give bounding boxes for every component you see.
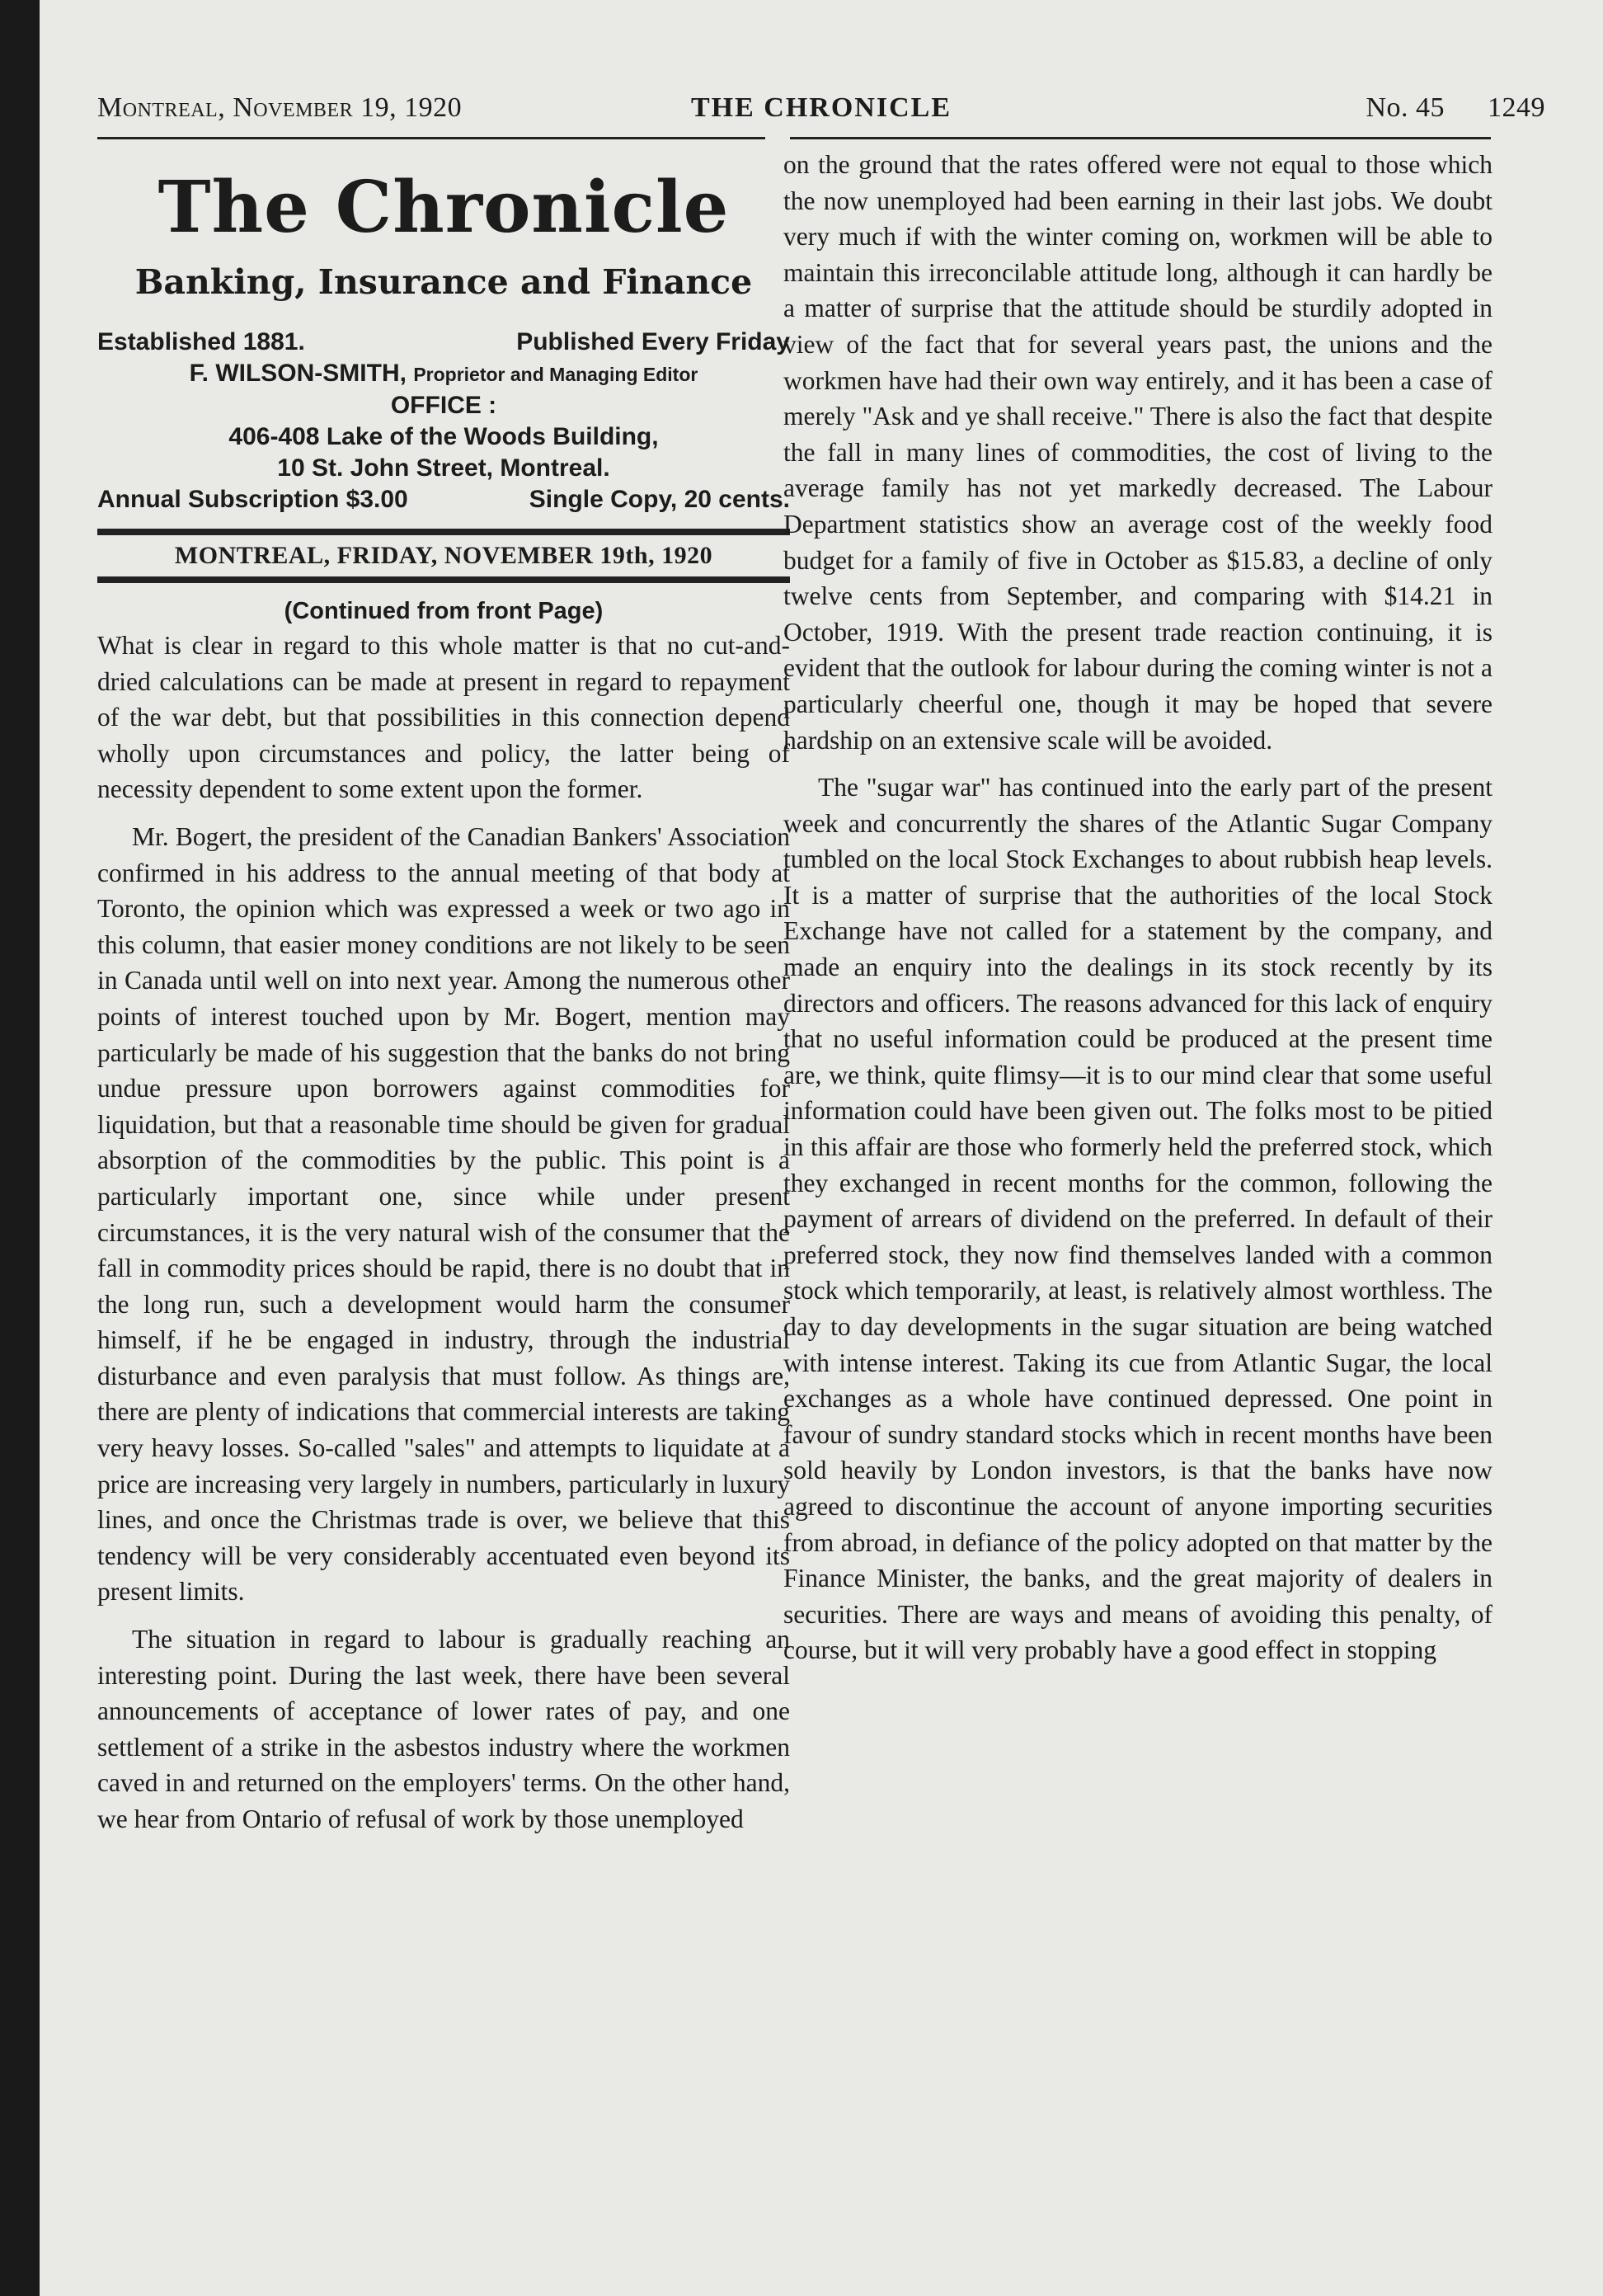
single-copy-price: Single Copy, 20 cents. xyxy=(529,486,790,513)
office-address-1: 406-408 Lake of the Woods Building, xyxy=(228,423,659,450)
proprietor-title: Proprietor and Managing Editor xyxy=(413,364,698,385)
masthead-title: The Chronicle xyxy=(157,166,730,249)
right-paragraph-2: The "sugar war" has continued into the early part of the present week and concurrently the shares of the Atlantic Sugar Company tumbled on the local Stock Exchanges to about rubbish heap levels. It is a matter of surprise that the authorities of the local Stock Exchange have not called for a statement by the company, and made an enquiry into the dealings in its stock recently by its directors and officers. The reasons advanced for this lack of enquiry that no useful information could be produced at the present time are, we think, quite flimsy—it is to our mind clear that some useful information could have been given out. The folks most to be pitied in this affair are those who formerly held the preferred stock, which they exchanged in recent months for the common, following the payment of arrears of dividend on the preferred. In default of their preferred stock, they now find themselves landed with a common stock which temporarily, at least, is relatively almost worthless. The day to day developments in the sugar situation are being watched with intense interest. Taking its cue from Atlantic Sugar, the local exchanges as a whole have continued depressed. One point in favour of sundry standard stocks which in recent months have been sold heavily by London investors, is that the banks have now agreed to discontinue the account of anyone importing securities from abroad, in defiance of the policy adopted on that matter by the Finance Minister, the banks, and the great majority of dealers in securities. There are ways and means of avoiding this penalty, of course, but it will very probably have a good effect in stopping xyxy=(783,773,1493,1665)
issue-number: No. 45 xyxy=(1366,92,1445,123)
header-rule-right xyxy=(790,137,1491,139)
publication-info xyxy=(97,327,790,515)
running-head-dateline: Montreal, November 19, 1920 xyxy=(97,92,463,123)
date-banner xyxy=(97,529,790,583)
subscription-price: Annual Subscription $3.00 xyxy=(97,486,408,513)
continued-note: (Continued from front Page) xyxy=(284,598,604,624)
header-rule-left xyxy=(97,137,765,139)
newspaper-page xyxy=(40,0,1603,2296)
masthead xyxy=(97,167,790,305)
office-address-2: 10 St. John Street, Montreal. xyxy=(277,454,610,482)
running-head-title: THE CHRONICLE xyxy=(691,92,952,123)
left-column xyxy=(97,158,790,1837)
right-column xyxy=(783,147,1493,1668)
left-paragraph-2: Mr. Bogert, the president of the Canadian Bankers' Association confirmed in his address to the annual meeting of that body at Toronto, the opinion which was expressed a week or two ago in this column, that easier money conditions are not likely to be seen in Canada until well on into next year. Among the numerous other points of interest touched upon by Mr. Bogert, mention may particularly be made of his suggestion that the banks do not bring undue pressure upon borrowers against commodities for liquidation, but that a reasonable time should be given for gradual absorption of the commodities by the public. This point is a particularly important one, since while under present circumstances, it is the very natural wish of the consumer that the fall in commodity prices should be rapid, there is no doubt that in the long run, such a development would harm the consumer himself, if he be engaged in industry, through the industrial disturbance and even paralysis that must follow. As things are, there are plenty of indications that commercial interests are taking very heavy losses. So-called "sales" and attempts to liquidate at a price are increasing very largely in numbers, particularly in luxury lines, and once the Christmas trade is over, we believe that this tendency will be very considerably accentuated even beyond its present limits. xyxy=(97,821,790,1607)
left-paragraph-3: The situation in regard to labour is gradually reaching an interesting point. During the last week, there have been several announcements of acceptance of lower rates of pay, and one settlement of a strike in the asbestos industry where the workmen caved in and returned on the employers' terms. On the other hand, we hear from Ontario of refusal of work by those unemployed xyxy=(97,1625,790,1833)
left-paragraph-1: What is clear in regard to this whole matter is that no cut-and-dried calculations can be made at present in regard to repayment of the war debt, but that possibilities in this connection depend wholly upon circumstances and policy, the latter being of necessity dependent to some extent upon the former. xyxy=(97,631,790,804)
published-text: Published Every Friday xyxy=(516,328,790,355)
masthead-subtitle: Banking, Insurance and Finance xyxy=(134,262,753,302)
proprietor-name: F. WILSON-SMITH, xyxy=(189,360,407,387)
date-banner-text: MONTREAL, FRIDAY, NOVEMBER 19th, 1920 xyxy=(97,534,790,578)
office-label: OFFICE : xyxy=(390,392,497,419)
right-paragraph-1: on the ground that the rates offered were not equal to those which the now unemployed had been earning in their last jobs. We doubt very much if with the winter coming on, workmen will be able to maintain this irreconcilable attitude long, although it can hardly be a matter of surprise that the attitude should be sturdily adopted in view of the fact that for several years past, the unions and the workmen have had their own way entirely, and it has been a case of merely "Ask and ye shall receive." There is also the fact that despite the fall in many lines of commodities, the cost of living to the average family has not yet markedly decreased. The Labour Department statistics show an average cost of the weekly food budget for a family of five in October as $15.83, a decline of only twelve cents from September, and comparing with $14.21 in October, 1919. With the present trade reaction continuing, it is evident that the outlook for labour during the coming winter is not a particularly cheerful one, though it may be hoped that severe hardship on an extensive scale will be avoided. xyxy=(783,150,1493,755)
page-number: 1249 xyxy=(1488,92,1545,123)
running-head-folio xyxy=(1366,92,1545,124)
proprietor-line xyxy=(97,358,790,390)
running-head xyxy=(97,92,1545,134)
established-text: Established 1881. xyxy=(97,328,305,355)
